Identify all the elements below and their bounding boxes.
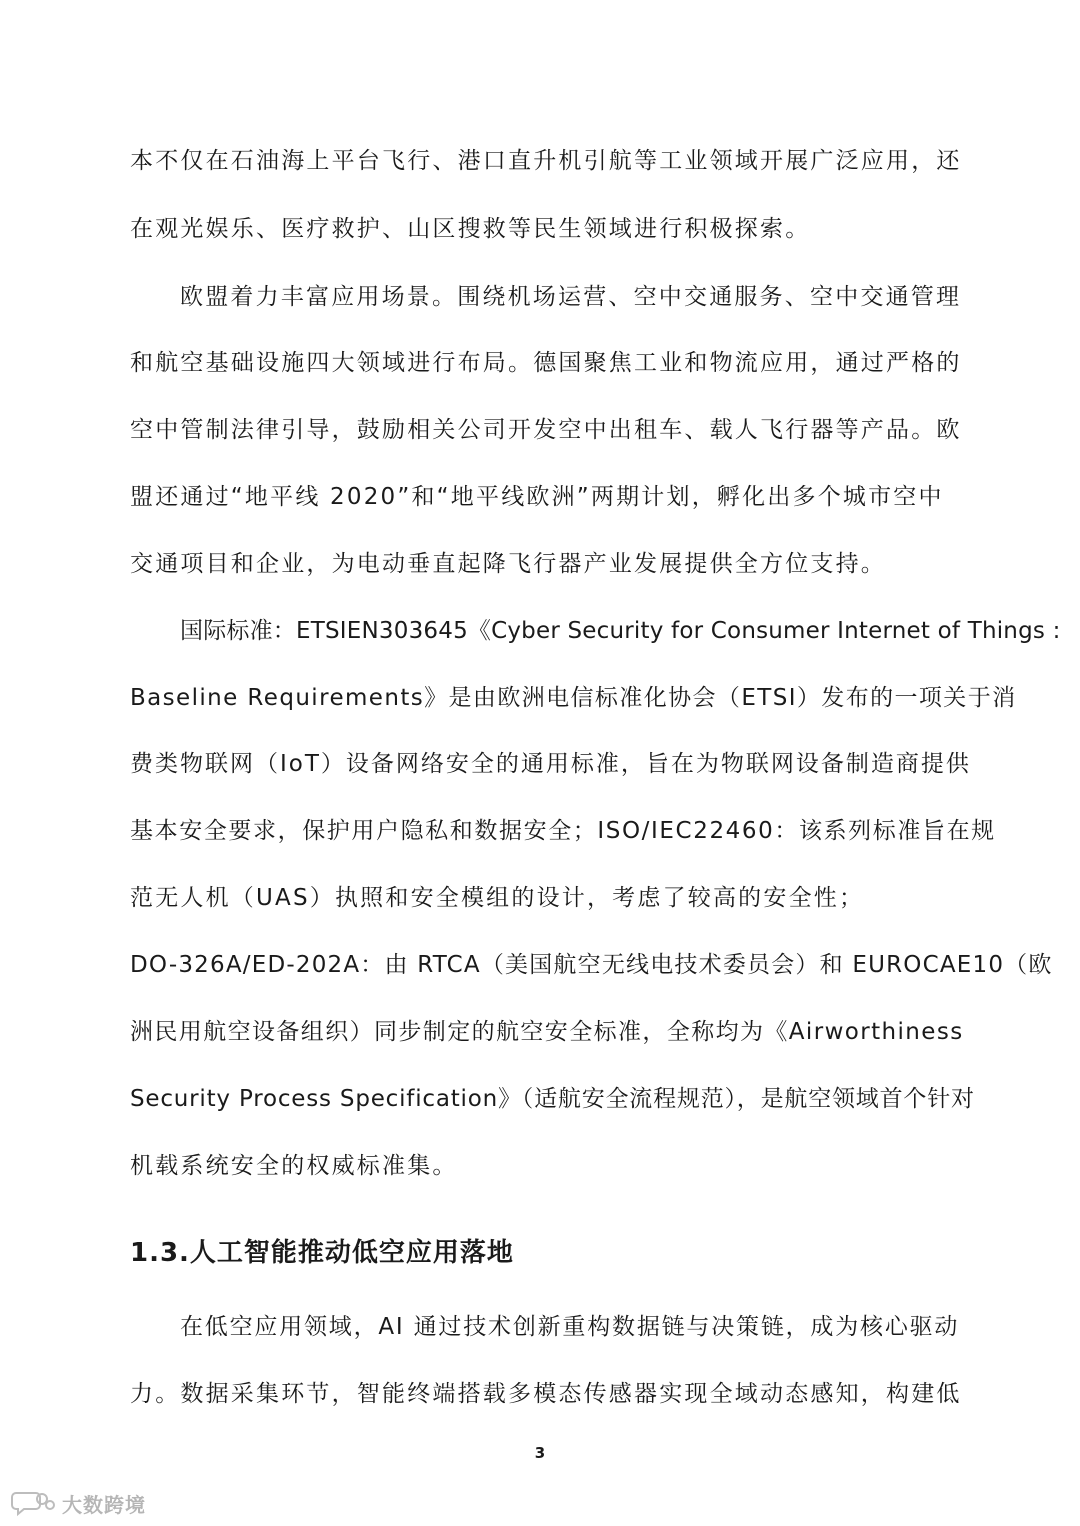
body-line: 范无人机（UAS）执照和安全模组的设计，考虑了较高的安全性； <box>130 885 865 911</box>
body-line: 机载系统安全的权威标准集。 <box>130 1153 458 1179</box>
body-line: 盟还通过“地平线 2020”和“地平线欧洲”两期计划，孵化出多个城市空中 <box>130 484 944 510</box>
body-line: Baseline Requirements》是由欧洲电信标准化协会（ETSI）发布的一项关于消 <box>130 685 1017 711</box>
section-heading: 1.3.人工智能推动低空应用落地 <box>130 1238 514 1268</box>
page-number: 3 <box>534 1444 546 1462</box>
body-line: 在观光娱乐、医疗救护、山区搜救等民生领域进行积极探索。 <box>130 216 811 242</box>
body-line: 交通项目和企业，为电动垂直起降飞行器产业发展提供全方位支持。 <box>130 551 886 577</box>
body-line: 力。数据采集环节，智能终端搭载多模态传感器实现全域动态感知，构建低 <box>130 1381 962 1407</box>
body-line: 洲民用航空设备组织）同步制定的航空安全标准，全称均为《Airworthiness <box>130 1019 964 1045</box>
body-line: 在低空应用领域，AI 通过技术创新重构数据链与决策链，成为核心驱动 <box>180 1314 960 1340</box>
body-line: 国际标准：ETSIEN303645《Cyber Security for Consumer Internet of Things : <box>180 618 1061 644</box>
body-line: 本不仅在石油海上平台飞行、港口直升机引航等工业领域开展广泛应用，还 <box>130 148 962 174</box>
body-line: DO-326A/ED-202A：由 RTCA（美国航空无线电技术委员会）和 EUROCAE10（欧 <box>130 952 1053 978</box>
watermark <box>10 1488 146 1518</box>
body-line: 空中管制法律引导，鼓励相关公司开发空中出租车、载人飞行器等产品。欧 <box>130 417 962 443</box>
body-line: Security Process Specification》（适航安全流程规范），是航空领域首个针对 <box>130 1086 975 1112</box>
body-line: 欧盟着力丰富应用场景。围绕机场运营、空中交通服务、空中交通管理 <box>180 284 962 310</box>
watermark-text: 大数跨境 <box>62 1492 146 1517</box>
chat-bubble-logo-icon <box>10 1489 56 1517</box>
body-line: 和航空基础设施四大领域进行布局。德国聚焦工业和物流应用，通过严格的 <box>130 350 962 376</box>
body-line: 费类物联网（IoT）设备网络安全的通用标准，旨在为物联网设备制造商提供 <box>130 751 971 777</box>
body-line: 基本安全要求，保护用户隐私和数据安全；ISO/IEC22460：该系列标准旨在规 <box>130 818 996 844</box>
